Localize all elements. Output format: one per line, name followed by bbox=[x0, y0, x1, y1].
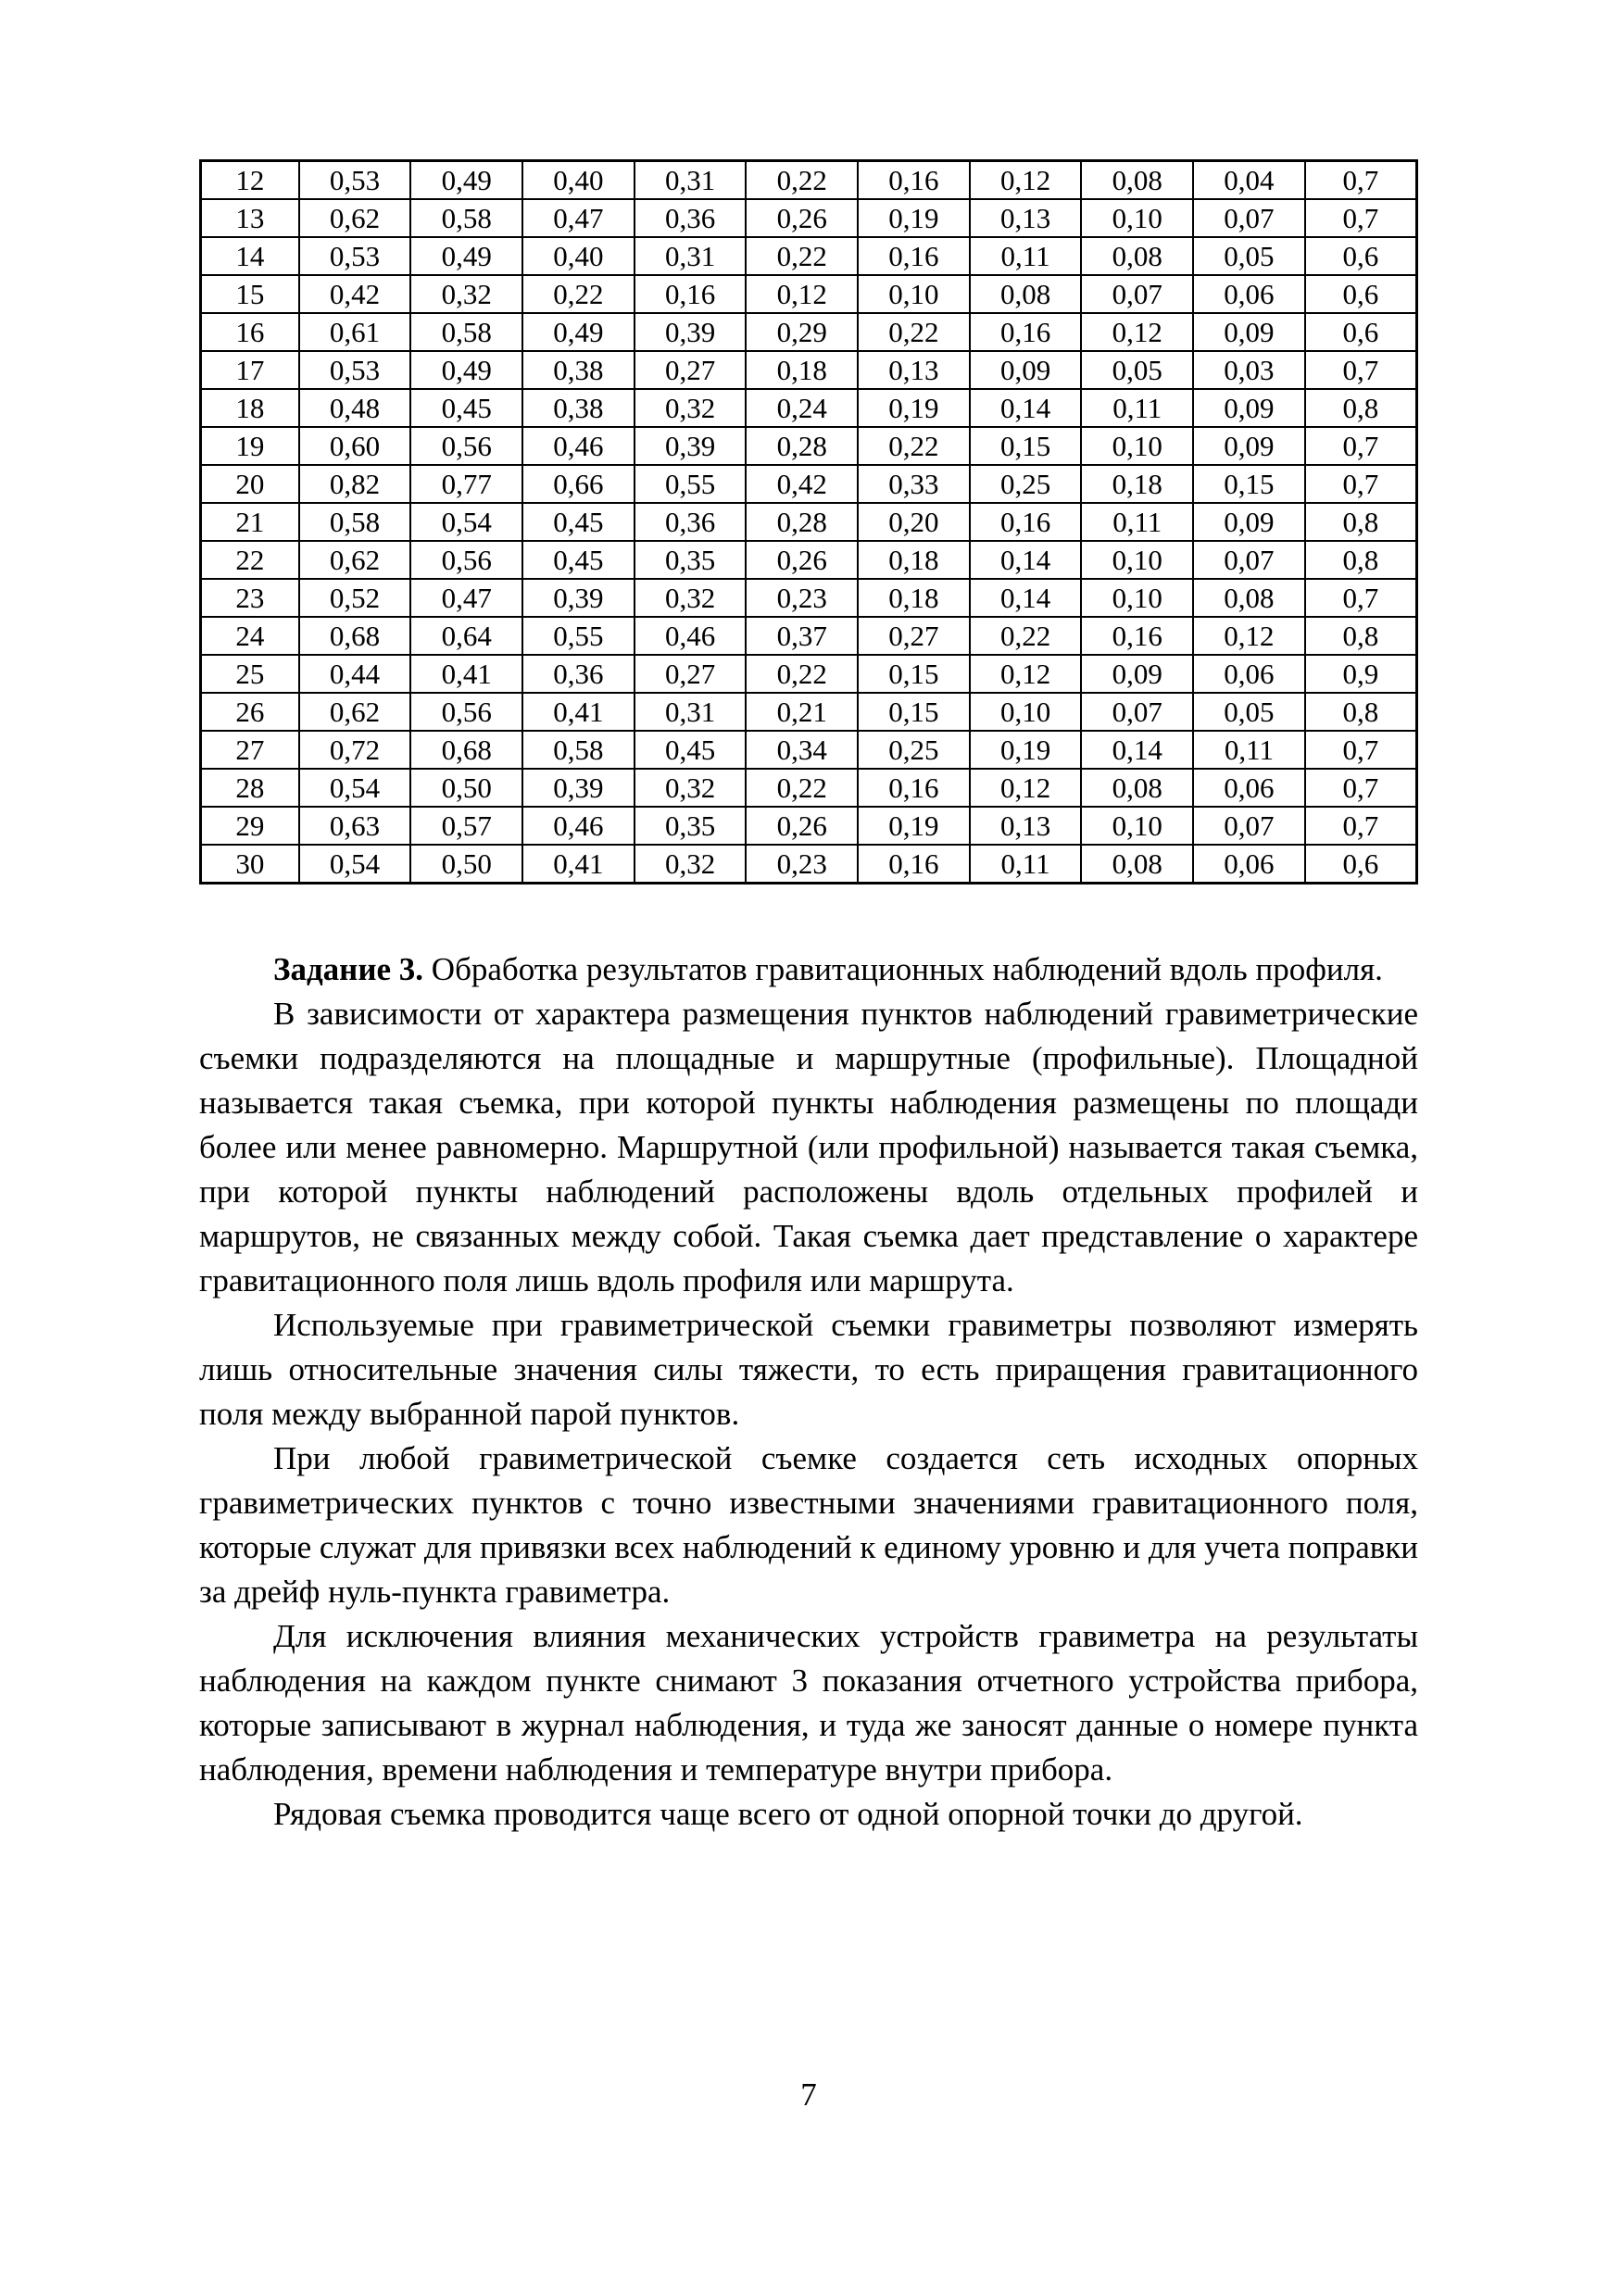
table-cell: 0,08 bbox=[1193, 579, 1305, 617]
table-row bbox=[201, 199, 1417, 237]
table-cell: 0,09 bbox=[1193, 313, 1305, 351]
table-cell: 0,47 bbox=[522, 199, 635, 237]
table-cell: 0,39 bbox=[522, 769, 635, 807]
table-cell: 0,55 bbox=[522, 617, 635, 655]
table-cell: 0,46 bbox=[522, 807, 635, 845]
table-cell: 12 bbox=[201, 161, 299, 200]
table-row bbox=[201, 845, 1417, 884]
table-cell: 0,45 bbox=[410, 389, 522, 427]
table-cell: 0,16 bbox=[635, 275, 747, 313]
table-cell: 0,27 bbox=[858, 617, 970, 655]
table-cell: 0,23 bbox=[746, 579, 858, 617]
table-cell: 0,60 bbox=[299, 427, 411, 465]
table-cell: 0,07 bbox=[1193, 199, 1305, 237]
table-cell: 0,58 bbox=[410, 199, 522, 237]
table-cell: 0,26 bbox=[746, 541, 858, 579]
table-cell: 0,47 bbox=[410, 579, 522, 617]
table-row bbox=[201, 503, 1417, 541]
table-cell: 0,33 bbox=[858, 465, 970, 503]
table-cell: 0,16 bbox=[970, 503, 1082, 541]
task-paragraph bbox=[199, 947, 1418, 992]
table-cell: 0,6 bbox=[1305, 275, 1417, 313]
table-row bbox=[201, 693, 1417, 731]
body-text bbox=[199, 947, 1418, 1837]
table-cell: 0,66 bbox=[522, 465, 635, 503]
table-cell: 0,7 bbox=[1305, 465, 1417, 503]
table-cell: 0,18 bbox=[858, 579, 970, 617]
table-cell: 0,08 bbox=[1081, 845, 1193, 884]
table-cell: 0,7 bbox=[1305, 579, 1417, 617]
table-cell: 0,22 bbox=[970, 617, 1082, 655]
table-cell: 16 bbox=[201, 313, 299, 351]
table-cell: 0,28 bbox=[746, 427, 858, 465]
table-cell: 0,19 bbox=[858, 199, 970, 237]
paragraph: В зависимости от характера размещения пунктов наблюдений гравиметрические съемки подразделяются на площадные и маршрутные (профильные). Площадной называется такая съемка, при которой пункты наблюдения размещены по площади более или менее равномерно. Маршрутной (или профильной) называется такая съемка, при которой пункты наблюдений расположены вдоль отдельных профилей и маршрутов, не связанных между собой. Такая съемка дает представление о характере гравитационного поля лишь вдоль профиля или маршрута. bbox=[199, 996, 1418, 1299]
table-cell: 0,31 bbox=[635, 161, 747, 200]
table-cell: 24 bbox=[201, 617, 299, 655]
table-cell: 0,58 bbox=[299, 503, 411, 541]
table-cell: 0,28 bbox=[746, 503, 858, 541]
table-cell: 0,62 bbox=[299, 199, 411, 237]
table-cell: 0,22 bbox=[746, 655, 858, 693]
table-cell: 0,45 bbox=[522, 541, 635, 579]
table-cell: 0,14 bbox=[970, 541, 1082, 579]
table-cell: 0,49 bbox=[410, 161, 522, 200]
table-cell: 0,54 bbox=[299, 845, 411, 884]
table-row bbox=[201, 237, 1417, 275]
table-cell: 0,55 bbox=[635, 465, 747, 503]
page-number: 7 bbox=[800, 2076, 817, 2113]
table-cell: 0,7 bbox=[1305, 199, 1417, 237]
table-cell: 0,35 bbox=[635, 807, 747, 845]
table-cell: 0,03 bbox=[1193, 351, 1305, 389]
table-cell: 15 bbox=[201, 275, 299, 313]
table-cell: 0,53 bbox=[299, 351, 411, 389]
table-cell: 0,62 bbox=[299, 541, 411, 579]
table-cell: 19 bbox=[201, 427, 299, 465]
table-cell: 0,8 bbox=[1305, 617, 1417, 655]
table-cell: 0,39 bbox=[522, 579, 635, 617]
table-cell: 0,11 bbox=[1081, 389, 1193, 427]
table-cell: 0,10 bbox=[1081, 579, 1193, 617]
table-cell: 0,18 bbox=[858, 541, 970, 579]
table-cell: 0,05 bbox=[1193, 237, 1305, 275]
table-cell: 0,64 bbox=[410, 617, 522, 655]
table-cell: 0,56 bbox=[410, 693, 522, 731]
table-cell: 0,15 bbox=[858, 693, 970, 731]
table-cell: 0,39 bbox=[635, 313, 747, 351]
table-cell: 0,15 bbox=[970, 427, 1082, 465]
table-cell: 0,50 bbox=[410, 769, 522, 807]
table-cell: 0,36 bbox=[522, 655, 635, 693]
table-cell: 0,58 bbox=[522, 731, 635, 769]
table-cell: 0,11 bbox=[970, 237, 1082, 275]
table-cell: 21 bbox=[201, 503, 299, 541]
table-cell: 0,54 bbox=[410, 503, 522, 541]
table-cell: 0,8 bbox=[1305, 541, 1417, 579]
table-cell: 0,15 bbox=[858, 655, 970, 693]
table-row bbox=[201, 617, 1417, 655]
table-cell: 0,22 bbox=[858, 427, 970, 465]
table-cell: 0,7 bbox=[1305, 351, 1417, 389]
table-cell: 0,8 bbox=[1305, 503, 1417, 541]
table-cell: 0,40 bbox=[522, 237, 635, 275]
table-cell: 0,26 bbox=[746, 199, 858, 237]
table-cell: 0,61 bbox=[299, 313, 411, 351]
table-cell: 0,10 bbox=[1081, 807, 1193, 845]
table-cell: 0,07 bbox=[1081, 693, 1193, 731]
table-row bbox=[201, 769, 1417, 807]
table-cell: 0,06 bbox=[1193, 769, 1305, 807]
table-cell: 0,12 bbox=[970, 655, 1082, 693]
table-cell: 0,18 bbox=[746, 351, 858, 389]
table-cell: 0,13 bbox=[858, 351, 970, 389]
table-cell: 0,48 bbox=[299, 389, 411, 427]
table-cell: 27 bbox=[201, 731, 299, 769]
table-cell: 0,6 bbox=[1305, 237, 1417, 275]
table-cell: 14 bbox=[201, 237, 299, 275]
table-cell: 0,34 bbox=[746, 731, 858, 769]
table-cell: 0,7 bbox=[1305, 427, 1417, 465]
table-cell: 17 bbox=[201, 351, 299, 389]
table-cell: 0,49 bbox=[410, 237, 522, 275]
table-cell: 0,22 bbox=[746, 237, 858, 275]
table-cell: 0,14 bbox=[970, 579, 1082, 617]
table-cell: 0,49 bbox=[410, 351, 522, 389]
table-cell: 0,18 bbox=[1081, 465, 1193, 503]
table-cell: 0,68 bbox=[410, 731, 522, 769]
table-cell: 13 bbox=[201, 199, 299, 237]
table-cell: 0,32 bbox=[635, 769, 747, 807]
table-cell: 0,8 bbox=[1305, 693, 1417, 731]
table-row bbox=[201, 275, 1417, 313]
task-label: Задание 3. bbox=[273, 951, 424, 987]
table-row bbox=[201, 541, 1417, 579]
paragraph: При любой гравиметрической съемке создается сеть исходных опорных гравиметрических пунктов с точно известными значениями гравитационного поля, которые служат для привязки всех наблюдений к единому уровню и для учета поправки за дрейф нуль-пункта гравиметра. bbox=[199, 1440, 1418, 1610]
table-cell: 0,07 bbox=[1193, 807, 1305, 845]
table-cell: 0,11 bbox=[970, 845, 1082, 884]
table-cell: 0,06 bbox=[1193, 845, 1305, 884]
table-cell: 0,8 bbox=[1305, 389, 1417, 427]
table-cell: 0,04 bbox=[1193, 161, 1305, 200]
observations-table-body bbox=[201, 161, 1417, 884]
table-cell: 29 bbox=[201, 807, 299, 845]
table-cell: 0,68 bbox=[299, 617, 411, 655]
table-cell: 0,09 bbox=[1193, 503, 1305, 541]
table-cell: 0,14 bbox=[970, 389, 1082, 427]
table-cell: 0,82 bbox=[299, 465, 411, 503]
table-cell: 0,26 bbox=[746, 807, 858, 845]
table-cell: 0,12 bbox=[1081, 313, 1193, 351]
table-cell: 0,35 bbox=[635, 541, 747, 579]
table-cell: 0,08 bbox=[1081, 161, 1193, 200]
table-cell: 0,7 bbox=[1305, 161, 1417, 200]
table-cell: 0,56 bbox=[410, 427, 522, 465]
table-cell: 0,29 bbox=[746, 313, 858, 351]
table-cell: 0,09 bbox=[1081, 655, 1193, 693]
table-cell: 0,15 bbox=[1193, 465, 1305, 503]
table-cell: 0,7 bbox=[1305, 769, 1417, 807]
table-cell: 0,12 bbox=[1193, 617, 1305, 655]
table-cell: 0,9 bbox=[1305, 655, 1417, 693]
table-cell: 0,13 bbox=[970, 807, 1082, 845]
table-cell: 0,07 bbox=[1081, 275, 1193, 313]
table-cell: 0,07 bbox=[1193, 541, 1305, 579]
table-cell: 0,16 bbox=[970, 313, 1082, 351]
table-cell: 0,12 bbox=[970, 769, 1082, 807]
table-cell: 0,41 bbox=[410, 655, 522, 693]
table-cell: 0,49 bbox=[522, 313, 635, 351]
table-cell: 0,41 bbox=[522, 693, 635, 731]
table-cell: 0,36 bbox=[635, 199, 747, 237]
table-cell: 0,16 bbox=[858, 845, 970, 884]
table-cell: 0,06 bbox=[1193, 275, 1305, 313]
table-cell: 0,08 bbox=[1081, 237, 1193, 275]
table-cell: 0,6 bbox=[1305, 845, 1417, 884]
table-cell: 0,10 bbox=[858, 275, 970, 313]
table-cell: 0,58 bbox=[410, 313, 522, 351]
table-cell: 0,21 bbox=[746, 693, 858, 731]
table-cell: 0,19 bbox=[858, 389, 970, 427]
table-cell: 0,08 bbox=[1081, 769, 1193, 807]
table-cell: 0,11 bbox=[1081, 503, 1193, 541]
table-cell: 0,63 bbox=[299, 807, 411, 845]
table-cell: 0,23 bbox=[746, 845, 858, 884]
table-cell: 0,44 bbox=[299, 655, 411, 693]
table-cell: 0,52 bbox=[299, 579, 411, 617]
table-cell: 0,72 bbox=[299, 731, 411, 769]
table-cell: 0,19 bbox=[858, 807, 970, 845]
paragraph: Рядовая съемка проводится чаще всего от одной опорной точки до другой. bbox=[273, 1796, 1303, 1832]
table-cell: 0,31 bbox=[635, 237, 747, 275]
table-cell: 0,53 bbox=[299, 161, 411, 200]
table-row bbox=[201, 313, 1417, 351]
table-cell: 0,22 bbox=[522, 275, 635, 313]
table-cell: 0,22 bbox=[858, 313, 970, 351]
table-cell: 0,25 bbox=[858, 731, 970, 769]
table-cell: 0,22 bbox=[746, 161, 858, 200]
table-cell: 0,7 bbox=[1305, 731, 1417, 769]
table-cell: 0,16 bbox=[858, 161, 970, 200]
table-cell: 0,38 bbox=[522, 351, 635, 389]
table-cell: 0,45 bbox=[635, 731, 747, 769]
table-cell: 0,11 bbox=[1193, 731, 1305, 769]
table-row bbox=[201, 161, 1417, 200]
table-cell: 0,27 bbox=[635, 655, 747, 693]
table-cell: 0,06 bbox=[1193, 655, 1305, 693]
table-cell: 0,46 bbox=[522, 427, 635, 465]
paragraph: Для исключения влияния механических устройств гравиметра на результаты наблюдения на каждом пункте снимают 3 показания отчетного устройства прибора, которые записывают в журнал наблюдения, и туда же заносят данные о номере пункта наблюдения, времени наблюдения и температуре внутри прибора. bbox=[199, 1618, 1418, 1788]
table-cell: 0,10 bbox=[1081, 427, 1193, 465]
table-row bbox=[201, 351, 1417, 389]
table-cell: 0,7 bbox=[1305, 807, 1417, 845]
table-cell: 0,25 bbox=[970, 465, 1082, 503]
table-cell: 0,14 bbox=[1081, 731, 1193, 769]
table-cell: 0,32 bbox=[410, 275, 522, 313]
table-cell: 0,77 bbox=[410, 465, 522, 503]
table-cell: 0,08 bbox=[970, 275, 1082, 313]
table-cell: 0,46 bbox=[635, 617, 747, 655]
table-cell: 22 bbox=[201, 541, 299, 579]
observations-table bbox=[199, 159, 1418, 885]
table-cell: 0,36 bbox=[635, 503, 747, 541]
table-cell: 0,24 bbox=[746, 389, 858, 427]
table-cell: 0,38 bbox=[522, 389, 635, 427]
table-row bbox=[201, 427, 1417, 465]
table-row bbox=[201, 655, 1417, 693]
table-cell: 0,53 bbox=[299, 237, 411, 275]
table-cell: 0,05 bbox=[1081, 351, 1193, 389]
table-cell: 0,22 bbox=[746, 769, 858, 807]
table-cell: 0,54 bbox=[299, 769, 411, 807]
table-cell: 0,09 bbox=[970, 351, 1082, 389]
table-cell: 0,27 bbox=[635, 351, 747, 389]
table-cell: 0,31 bbox=[635, 693, 747, 731]
table-cell: 30 bbox=[201, 845, 299, 884]
table-cell: 0,6 bbox=[1305, 313, 1417, 351]
table-cell: 0,09 bbox=[1193, 427, 1305, 465]
table-cell: 0,50 bbox=[410, 845, 522, 884]
table-row bbox=[201, 389, 1417, 427]
table-cell: 0,57 bbox=[410, 807, 522, 845]
table-cell: 20 bbox=[201, 465, 299, 503]
table-cell: 0,39 bbox=[635, 427, 747, 465]
task-title: Обработка результатов гравитационных наблюдений вдоль профиля. bbox=[423, 951, 1383, 987]
table-cell: 0,42 bbox=[746, 465, 858, 503]
table-cell: 0,37 bbox=[746, 617, 858, 655]
table-cell: 0,40 bbox=[522, 161, 635, 200]
table-row bbox=[201, 579, 1417, 617]
table-cell: 25 bbox=[201, 655, 299, 693]
table-cell: 0,42 bbox=[299, 275, 411, 313]
table-row bbox=[201, 807, 1417, 845]
paragraph: Используемые при гравиметрической съемки гравиметры позволяют измерять лишь относительные значения силы тяжести, то есть приращения гравитационного поля между выбранной парой пунктов. bbox=[199, 1307, 1418, 1432]
table-cell: 0,10 bbox=[1081, 199, 1193, 237]
table-cell: 0,41 bbox=[522, 845, 635, 884]
table-cell: 0,12 bbox=[970, 161, 1082, 200]
table-cell: 0,32 bbox=[635, 579, 747, 617]
table-cell: 0,16 bbox=[858, 769, 970, 807]
table-cell: 0,62 bbox=[299, 693, 411, 731]
table-cell: 0,32 bbox=[635, 389, 747, 427]
table-cell: 0,12 bbox=[746, 275, 858, 313]
table-cell: 0,32 bbox=[635, 845, 747, 884]
table-cell: 0,05 bbox=[1193, 693, 1305, 731]
table-cell: 0,19 bbox=[970, 731, 1082, 769]
table-cell: 0,10 bbox=[1081, 541, 1193, 579]
table-cell: 0,09 bbox=[1193, 389, 1305, 427]
table-cell: 0,20 bbox=[858, 503, 970, 541]
table-cell: 26 bbox=[201, 693, 299, 731]
table-cell: 0,10 bbox=[970, 693, 1082, 731]
table-cell: 0,56 bbox=[410, 541, 522, 579]
page-content bbox=[199, 159, 1418, 1837]
table-row bbox=[201, 465, 1417, 503]
table-cell: 18 bbox=[201, 389, 299, 427]
table-cell: 0,45 bbox=[522, 503, 635, 541]
table-cell: 23 bbox=[201, 579, 299, 617]
table-row bbox=[201, 731, 1417, 769]
table-cell: 0,16 bbox=[1081, 617, 1193, 655]
table-cell: 0,16 bbox=[858, 237, 970, 275]
table-cell: 28 bbox=[201, 769, 299, 807]
table-cell: 0,13 bbox=[970, 199, 1082, 237]
